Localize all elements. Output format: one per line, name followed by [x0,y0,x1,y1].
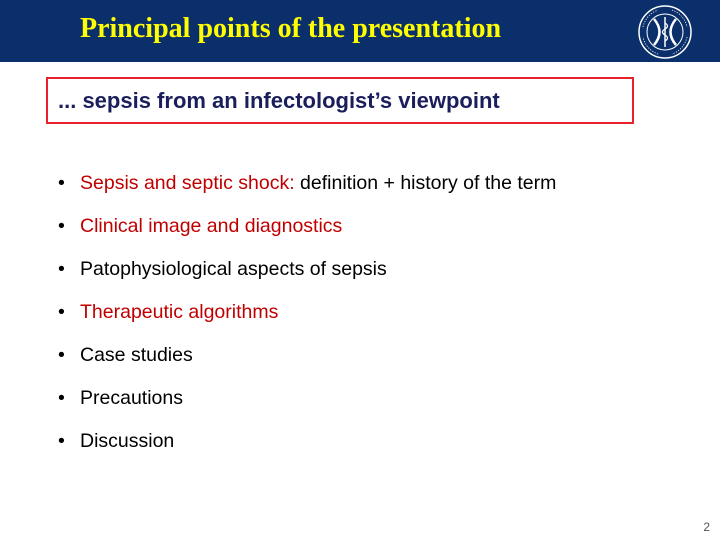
bullet-black-text: Case studies [80,344,193,366]
bullet-black-text: Discussion [80,430,175,452]
list-item [58,209,556,252]
subtitle-box [46,77,634,124]
bullet-black-text: definition + history of the term [294,172,557,194]
bullet-marker: • [58,430,65,452]
bullet-black-text: Precautions [80,387,183,409]
header-bar [0,0,720,62]
bullet-black-text: Patophysiological aspects of sepsis [80,258,387,280]
list-item [58,424,556,467]
bullet-marker: • [58,258,65,280]
bullet-marker: • [58,301,65,323]
bullet-marker: • [58,172,65,194]
list-item [58,381,556,424]
list-item [58,338,556,381]
bullet-marker: • [58,387,65,409]
bullet-marker: • [58,344,65,366]
list-item [58,166,556,209]
bullet-marker: • [58,215,65,237]
subtitle-text: ... sepsis from an infectologist’s viewpoint [58,88,500,113]
list-item [58,252,556,295]
medical-faculty-seal-icon [636,3,694,61]
slide-title: Principal points of the presentation [80,13,502,44]
bullet-red-text: Therapeutic algorithms [80,301,279,323]
bullet-list [58,166,556,467]
list-item [58,295,556,338]
bullet-red-text: Sepsis and septic shock: [80,172,295,194]
page-number: 2 [703,520,710,534]
bullet-red-text: Clinical image and diagnostics [80,215,343,237]
